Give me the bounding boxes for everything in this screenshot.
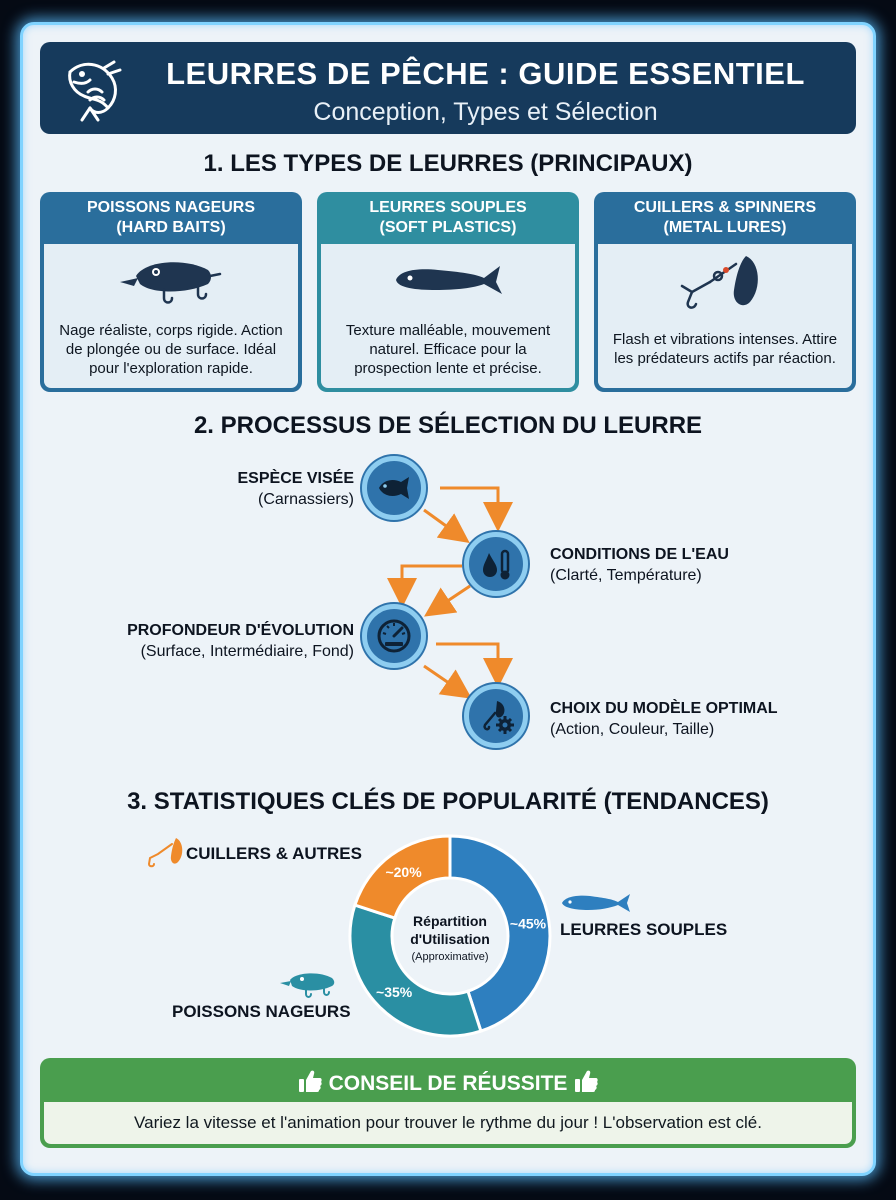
step-detail: (Action, Couleur, Taille) — [550, 721, 715, 738]
legend-label: CUILLERS & AUTRES — [186, 844, 362, 863]
card-header — [40, 192, 302, 242]
tip-text: Variez la vitesse et l'animation pour trouver le rythme du jour ! L'observation est clé. — [44, 1102, 852, 1144]
fish-icon — [373, 467, 415, 509]
fish-icon — [60, 52, 130, 124]
step-node-species — [362, 456, 426, 520]
step-node-depth — [362, 604, 426, 668]
spinner-icon — [670, 252, 780, 314]
crankbait-icon — [116, 252, 226, 308]
step-detail: (Carnassiers) — [257, 491, 354, 508]
step-label-choice — [550, 698, 830, 740]
card-header — [317, 192, 579, 242]
gauge-icon — [373, 615, 415, 657]
card-body — [44, 244, 298, 388]
step-detail: (Clarté, Température) — [550, 567, 702, 584]
thumbs-up-icon — [573, 1068, 599, 1094]
card-header — [594, 192, 856, 242]
chart-center-title-line1: Répartition — [413, 913, 487, 929]
thumbs-up-icon — [297, 1068, 323, 1094]
card-metal-lures — [594, 192, 856, 392]
lure-gear-icon — [475, 695, 517, 737]
card-description: Flash et vibrations intenses. Attire les prédateurs actifs par réaction. — [612, 331, 838, 367]
spinner-icon — [146, 836, 186, 868]
card-body — [598, 244, 852, 388]
tip-header — [40, 1068, 856, 1096]
popularity-donut-chart — [340, 826, 560, 1046]
card-title: LEURRES SOUPLES — [369, 199, 527, 216]
page-title: LEURRES DE PÊCHE : GUIDE ESSENTIEL — [166, 56, 805, 91]
step-label-water — [550, 544, 810, 586]
step-title: CHOIX DU MODÈLE OPTIMAL — [550, 700, 778, 717]
soft-shad-icon — [560, 890, 632, 916]
donut-slice-label-1: ~35% — [376, 983, 413, 1000]
card-subtitle: (METAL LURES) — [663, 219, 787, 236]
donut-slice-label-2: ~20% — [385, 864, 422, 881]
card-hard-baits — [40, 192, 302, 392]
step-label-depth — [90, 620, 354, 662]
donut-slice-label-0: ~45% — [509, 915, 547, 932]
soft-shad-icon — [388, 252, 508, 308]
card-subtitle: (SOFT PLASTICS) — [379, 219, 517, 236]
step-title: CONDITIONS DE L'EAU — [550, 546, 729, 563]
step-detail: (Surface, Intermédiaire, Fond) — [140, 643, 354, 660]
legend-soft-plastics — [560, 920, 727, 940]
step-title: ESPÈCE VISÉE — [237, 470, 354, 487]
step-title: PROFONDEUR D'ÉVOLUTION — [127, 622, 354, 639]
legend-label: POISSONS NAGEURS — [172, 1002, 351, 1021]
chart-center-note: (Approximative) — [411, 951, 489, 963]
section3-title: 3. STATISTIQUES CLÉS DE POPULARITÉ (TENDANCES) — [127, 788, 769, 815]
card-title: POISSONS NAGEURS — [86, 199, 256, 216]
step-node-water — [464, 532, 528, 596]
water-thermometer-icon — [475, 543, 517, 585]
legend-spinners — [186, 844, 362, 864]
card-title: CUILLERS & SPINNERS — [633, 199, 817, 216]
tip-title: CONSEIL DE RÉUSSITE — [328, 1072, 568, 1095]
section1-title: 1. LES TYPES DE LEURRES (PRINCIPAUX) — [203, 150, 693, 177]
step-label-species — [180, 468, 354, 510]
chart-center-title-line2: d'Utilisation — [410, 931, 490, 947]
page-subtitle: Conception, Types et Sélection — [313, 98, 658, 126]
card-body — [321, 244, 575, 388]
step-node-choice — [464, 684, 528, 748]
card-subtitle: (HARD BAITS) — [116, 219, 226, 236]
card-description: Texture malléable, mouvement naturel. Efficace pour la prospection lente et précise. — [345, 321, 551, 377]
legend-label: LEURRES SOUPLES — [560, 920, 728, 939]
card-soft-plastics — [317, 192, 579, 392]
crankbait-icon — [278, 968, 342, 1000]
legend-hard-baits — [172, 1002, 351, 1022]
section2-title: 2. PROCESSUS DE SÉLECTION DU LEURRE — [193, 412, 703, 439]
header-banner — [40, 42, 856, 134]
tip-panel — [40, 1058, 856, 1148]
card-description: Nage réaliste, corps rigide. Action de plongée ou de surface. Idéal pour l'exploration rapide. — [59, 321, 283, 377]
